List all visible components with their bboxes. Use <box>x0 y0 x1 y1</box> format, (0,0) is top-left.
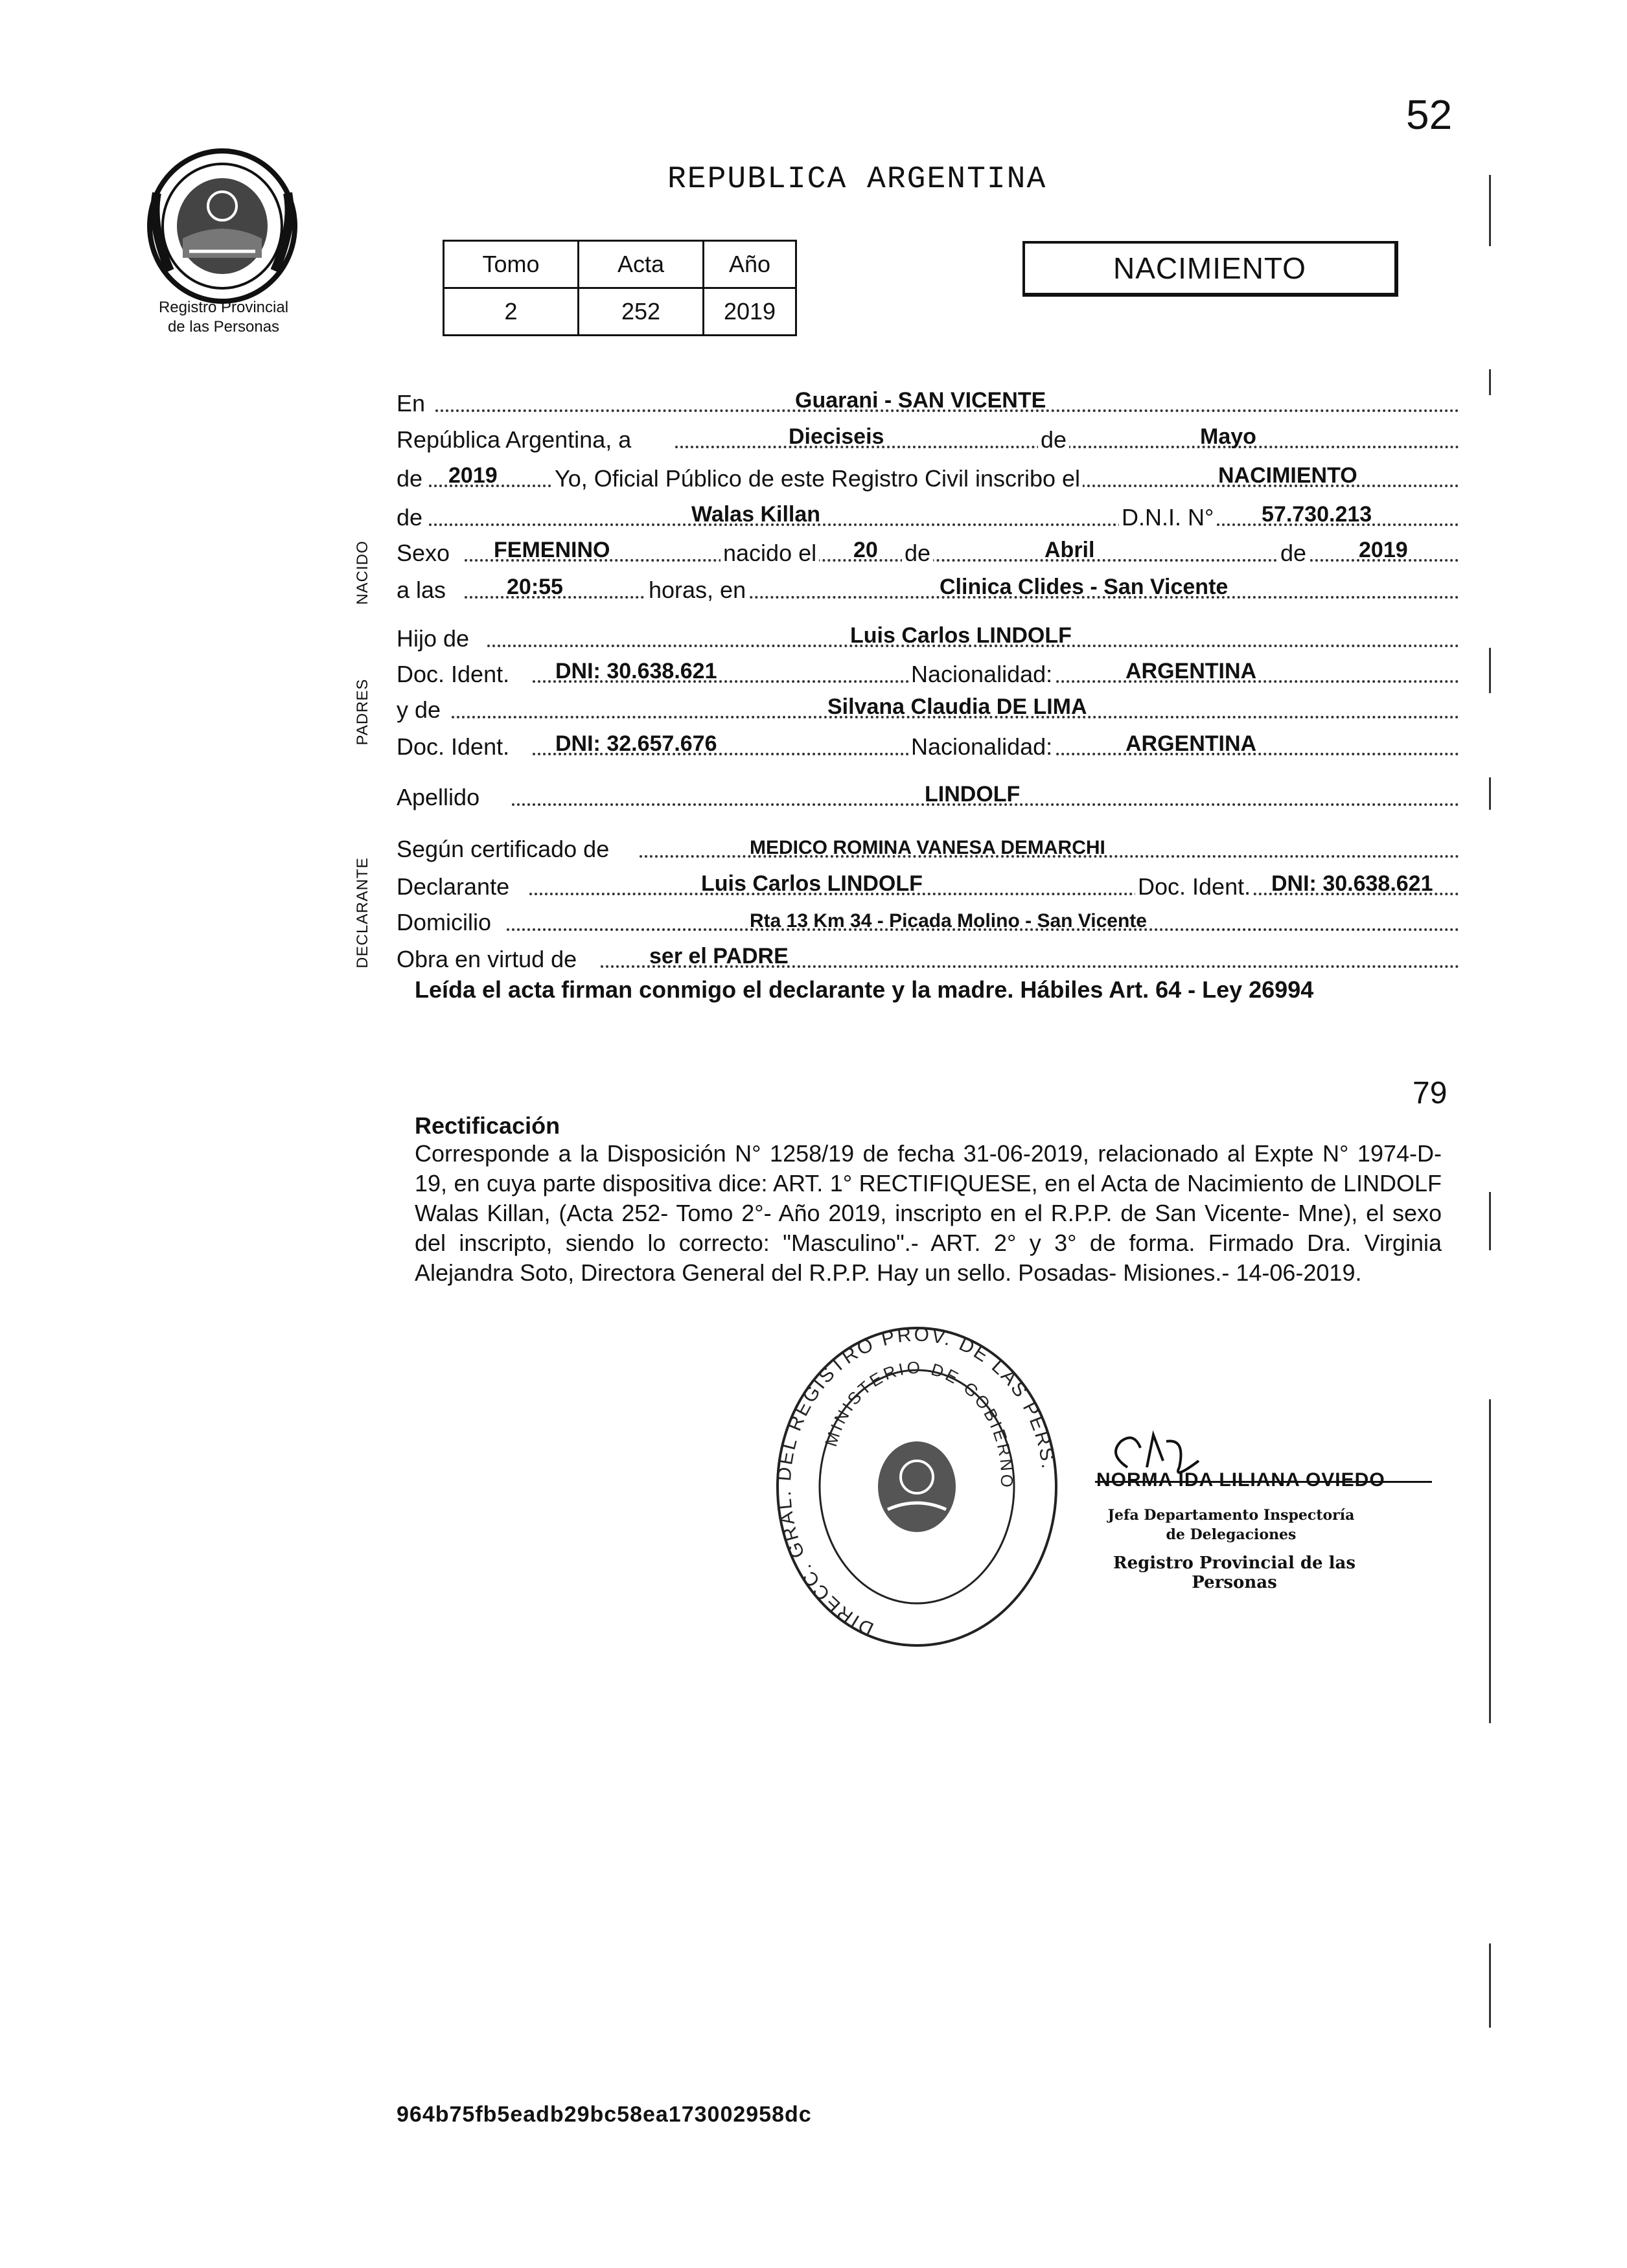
value-padre-doc: DNI: 30.638.621 <box>555 659 717 683</box>
registry-name <box>130 298 317 337</box>
label-de2: de <box>397 465 423 492</box>
registry-name-line2: de las Personas <box>167 318 280 336</box>
value-tomo: 2 <box>444 288 579 336</box>
value-tipo: NACIMIENTO <box>1218 463 1357 488</box>
value-madre: Silvana Claudia DE LIMA <box>827 694 1087 719</box>
value-sexo: FEMENINO <box>494 538 610 562</box>
value-anio: 2019 <box>448 463 498 488</box>
section-label-padres: PADRES <box>354 678 371 746</box>
label-declarante: Declarante <box>397 873 510 900</box>
label-a-las: a las <box>397 577 446 603</box>
value-lugar-nac: Clinica Clides - San Vicente <box>940 575 1229 599</box>
label-doc-ident3: Doc. Ident. <box>1135 873 1253 900</box>
label-doc-ident: Doc. Ident. <box>397 661 510 687</box>
header-anio: Año <box>704 241 796 288</box>
row-fecha <box>397 420 1459 453</box>
row-certificado <box>397 829 1459 863</box>
signer-name: NORMA IDA LILIANA OVIEDO <box>1096 1469 1385 1491</box>
signer-title-line1: Jefa Departamento Inspectoría <box>1107 1507 1355 1524</box>
value-nac-anio: 2019 <box>1359 538 1408 562</box>
value-nac-mes: Abril <box>1044 538 1095 562</box>
value-mes: Mayo <box>1200 424 1256 449</box>
row-apellido <box>397 777 1459 811</box>
value-madre-nac: ARGENTINA <box>1125 731 1257 756</box>
page-number: 52 <box>1406 91 1453 138</box>
label-nacionalidad: Nacionalidad: <box>908 661 1055 688</box>
value-acta: 252 <box>579 288 704 336</box>
signer-title-line2: de Delegaciones <box>1166 1526 1297 1543</box>
acta-type: NACIMIENTO <box>1022 241 1398 297</box>
label-apellido: Apellido <box>397 784 480 810</box>
scan-mark <box>1489 1943 1491 2028</box>
rectificacion-title: Rectificación <box>415 1112 560 1139</box>
header-acta: Acta <box>579 241 704 288</box>
value-obra: ser el PADRE <box>649 944 789 968</box>
label-en: En <box>397 390 426 417</box>
value-dni: 57.730.213 <box>1262 502 1372 527</box>
row-declarante <box>397 867 1459 900</box>
value-padre: Luis Carlos LINDOLF <box>850 623 1072 648</box>
row-nombre <box>397 498 1459 531</box>
label-y-de: y de <box>397 696 441 723</box>
label-obra: Obra en virtud de <box>397 946 577 972</box>
signer-title <box>1069 1506 1393 1544</box>
value-padre-nac: ARGENTINA <box>1125 659 1257 683</box>
value-anio: 2019 <box>704 288 796 336</box>
label-domicilio: Domicilio <box>397 909 492 935</box>
country-title: REPUBLICA ARGENTINA <box>667 162 1047 197</box>
registry-name-line1: Registro Provincial <box>158 299 289 316</box>
value-hora: 20:55 <box>507 575 563 599</box>
scan-mark <box>1489 175 1491 246</box>
label-doc-ident2: Doc. Ident. <box>397 733 510 760</box>
label-republica: República Argentina, a <box>397 426 632 453</box>
header-tomo: Tomo <box>444 241 579 288</box>
label-dni: D.N.I. N° <box>1119 504 1216 531</box>
row-padre-doc <box>397 654 1459 688</box>
label-de: de <box>1038 426 1069 453</box>
value-apellido: LINDOLF <box>925 782 1021 807</box>
document-hash: 964b75fb5eadb29bc58ea173002958dc <box>397 2102 812 2127</box>
row-domicilio <box>397 902 1459 936</box>
scan-mark <box>1489 369 1491 395</box>
row-anio <box>397 459 1459 492</box>
label-de3: de <box>902 540 933 567</box>
value-declarante-doc: DNI: 30.638.621 <box>1271 871 1433 896</box>
label-de4: de <box>1278 540 1309 567</box>
stamp-outer-text: DIRECC. GRAL. DEL REGISTRO PROV. DE LAS PERS. <box>773 1323 1059 1640</box>
label-nacionalidad2: Nacionalidad: <box>908 733 1055 761</box>
label-de-nombre: de <box>397 504 423 531</box>
value-lugar: Guarani - SAN VICENTE <box>795 388 1046 413</box>
row-padre <box>397 619 1459 652</box>
value-madre-doc: DNI: 32.657.676 <box>555 731 717 756</box>
row-sexo <box>397 533 1459 567</box>
section-label-nacido: NACIDO <box>354 540 371 605</box>
rectificacion-body: Corresponde a la Disposición N° 1258/19 de fecha 31-06-2019, relacionado al Expte N° 1974-D-19, en cuya parte dispositiva dice: ART. 1° RECTIFIQUESE, en el Acta de Nacimiento de LINDOLF Walas Killan, (Acta 252- Tomo 2°- Año 2019, inscripto en el R.P.P. de San Vicente- Mne), el sexo del inscripto, siendo lo correcto: "Masculino".- ART. 2° y 3° de forma. Firmado Dra. Virginia Alejandra Soto, Directora General del R.P.P. Hay un sello. Posadas- Misiones.- 14-06-2019. <box>415 1140 1442 1286</box>
label-segun: Según certificado de <box>397 836 610 862</box>
closing-text: Leída el acta firman conmigo el declarante y la madre. Hábiles Art. 64 - Ley 26994 <box>415 976 1314 1003</box>
value-certificado: MEDICO ROMINA VANESA DEMARCHI <box>750 837 1105 858</box>
section-label-declarante: DECLARANTE <box>354 857 371 968</box>
scan-mark <box>1489 1399 1491 1723</box>
label-yo: Yo, Oficial Público de este Registro Civil inscribo el <box>552 465 1083 492</box>
provincial-seal <box>144 148 301 304</box>
label-nacido-el: nacido el <box>721 540 819 567</box>
scan-mark <box>1489 1192 1491 1250</box>
row-hora <box>397 570 1459 604</box>
row-madre-doc <box>397 727 1459 761</box>
acta-reference-table <box>443 240 797 336</box>
signer-organization: Registro Provincial de las Personas <box>1113 1553 1356 1592</box>
label-horas-en: horas, en <box>646 577 748 604</box>
row-obra <box>397 939 1459 973</box>
value-dia-letras: Dieciseis <box>789 424 884 449</box>
value-declarante: Luis Carlos LINDOLF <box>701 871 923 896</box>
row-lugar <box>397 384 1459 417</box>
corner-number: 79 <box>1413 1076 1448 1110</box>
value-domicilio: Rta 13 Km 34 - Picada Molino - San Vicente <box>750 910 1147 932</box>
value-nac-dia: 20 <box>853 538 878 562</box>
label-hijo-de: Hijo de <box>397 625 470 652</box>
official-stamp <box>771 1322 1063 1652</box>
scan-mark <box>1489 648 1491 693</box>
value-nombre: Walas Killan <box>691 502 821 527</box>
row-madre <box>397 690 1459 724</box>
label-sexo: Sexo <box>397 540 450 566</box>
signature-line <box>1095 1481 1432 1483</box>
stamp-inner-text: MINISTERIO DE GOBIERNO <box>820 1357 1017 1491</box>
scan-mark <box>1489 777 1491 810</box>
